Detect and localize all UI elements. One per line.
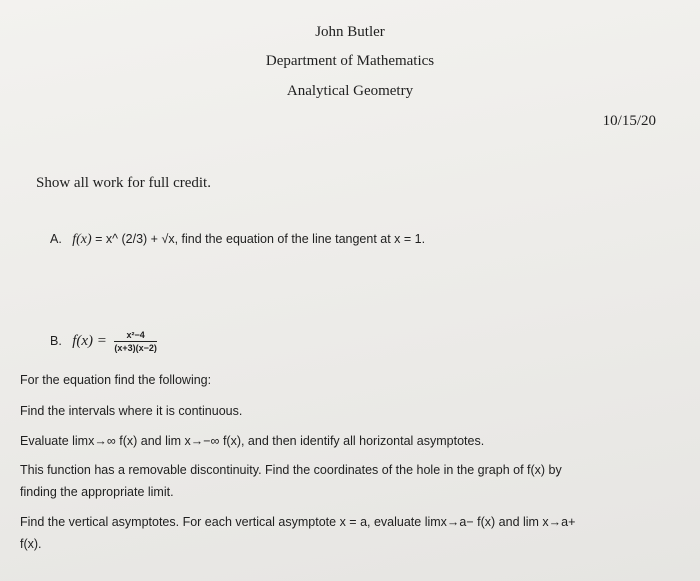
continuity-line: Find the intervals where it is continuous. — [20, 404, 243, 418]
date: 10/15/20 — [602, 113, 656, 129]
intro-line: For the equation find the following: — [20, 373, 212, 387]
hole-line-1: This function has a removable discontinuity. Find the coordinates of the hole in the graph of f(x) by — [20, 463, 562, 477]
problem-b-function: f(x) = — [72, 332, 107, 349]
problem-a — [50, 232, 425, 248]
instructions: Show all work for full credit. — [36, 175, 211, 191]
department-name: Department of Mathematics — [265, 53, 435, 69]
hole-line-2: finding the appropriate limit. — [20, 485, 174, 499]
problem-b-fraction — [114, 330, 157, 353]
problem-a-text: = x^ (2/3) + √x, find the equation of the line tangent at x = 1. — [91, 232, 426, 246]
author-name: John Butler — [315, 24, 385, 40]
problem-a-function: f(x) — [72, 232, 92, 247]
vertical-line-2: f(x). — [20, 537, 42, 551]
course-title: Analytical Geometry — [286, 83, 414, 99]
limits-line: Evaluate limx→∞ f(x) and lim x→−∞ f(x), and then identify all horizontal asymptotes. — [20, 434, 485, 448]
problem-b-label: B. — [50, 333, 62, 348]
problem-b — [50, 330, 157, 353]
vertical-line-1: Find the vertical asymptotes. For each vertical asymptote x = a, evaluate limx→a− f(x) and lim x→a+ — [20, 515, 576, 529]
fraction-denominator: (x+3)(x−2) — [114, 343, 157, 353]
problem-a-label: A. — [50, 232, 62, 246]
fraction-numerator: x²−4 — [114, 330, 157, 342]
